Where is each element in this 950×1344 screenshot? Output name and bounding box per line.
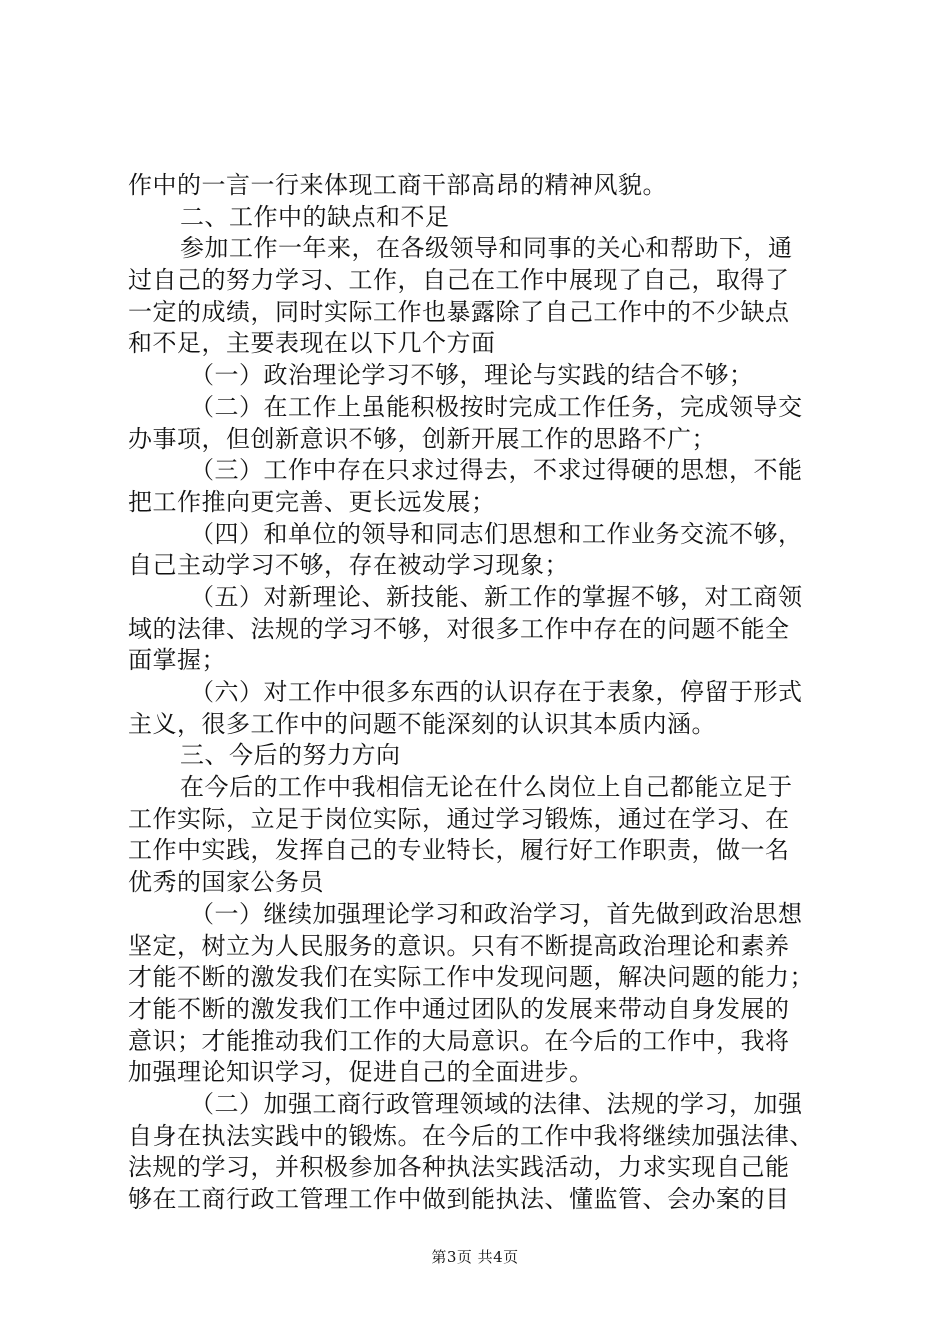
text-line: 够在工商行政工管理工作中做到能执法、懂监管、会办案的目 [128,1185,790,1213]
list-item: （二）加强工商行政管理领域的法律、法规的学习，加强 [190,1089,803,1118]
list-item: （一）政治理论学习不够，理论与实践的结合不够； [190,361,754,390]
text-line: 意识；才能推动我们工作的大局意识。在今后的工作中，我将 [128,1026,790,1055]
text-line: 才能不断的激发我们工作中通过团队的发展来带动自身发展的 [128,994,790,1023]
text-line: 工作中实践，发挥自己的专业特长，履行好工作职责，做一名 [128,836,790,865]
section-heading: 二、工作中的缺点和不足 [180,202,450,231]
list-item: （四）和单位的领导和同志们思想和工作业务交流不够， [190,519,803,548]
text-line: 加强理论知识学习，促进自己的全面进步。 [128,1058,594,1087]
text-line: 参加工作一年来，在各级领导和同事的关心和帮助下，通 [180,234,793,263]
document-body [128,170,838,1216]
text-line: 主义，很多工作中的问题不能深刻的认识其本质内涵。 [128,709,716,738]
text-line: 办事项，但创新意识不够，创新开展工作的思路不广； [128,424,716,453]
text-line: 和不足，主要表现在以下几个方面 [128,329,496,358]
text-line: 作中的一言一行来体现工商干部高昂的精神风貌。 [128,171,667,199]
text-line: 坚定，树立为人民服务的意识。只有不断提高政治理论和素养 [128,931,790,960]
text-line: 域的法律、法规的学习不够，对很多工作中存在的问题不能全 [128,614,790,643]
list-item: （六）对工作中很多东西的认识存在于表象，停留于形式 [190,678,803,706]
section-heading: 三、今后的努力方向 [180,741,401,770]
page-footer [0,1246,950,1267]
list-item: （五）对新理论、新技能、新工作的掌握不够，对工商领 [190,582,803,611]
text-line: 优秀的国家公务员 [128,868,324,897]
text-line: 法规的学习，并积极参加各种执法实践活动，力求实现自己能 [128,1153,790,1182]
text-line: 自身在执法实践中的锻炼。在今后的工作中我将继续加强法律、 [128,1121,814,1150]
text-line: 面掌握； [128,646,226,675]
page-number: 第3页 共4页 [431,1248,519,1266]
text-line: 在今后的工作中我相信无论在什么岗位上自己都能立足于 [180,773,793,802]
list-item: （二）在工作上虽能积极按时完成工作任务，完成领导交 [190,392,803,421]
text-line: 一定的成绩，同时实际工作也暴露除了自己工作中的不少缺点 [128,297,790,326]
text-line: 过自己的努力学习、工作，自己在工作中展现了自己，取得了 [128,266,790,295]
text-line: 自己主动学习不够，存在被动学习现象； [128,551,569,580]
list-item: （三）工作中存在只求过得去，不求过得硬的思想，不能 [190,456,803,485]
text-line: 把工作推向更完善、更长远发展； [128,487,496,516]
text-line: 才能不断的激发我们在实际工作中发现问题，解决问题的能力； [128,963,814,992]
text-line: 工作实际，立足于岗位实际，通过学习锻炼，通过在学习、在 [128,804,790,833]
list-item: （一）继续加强理论学习和政治学习，首先做到政治思想 [190,899,803,928]
